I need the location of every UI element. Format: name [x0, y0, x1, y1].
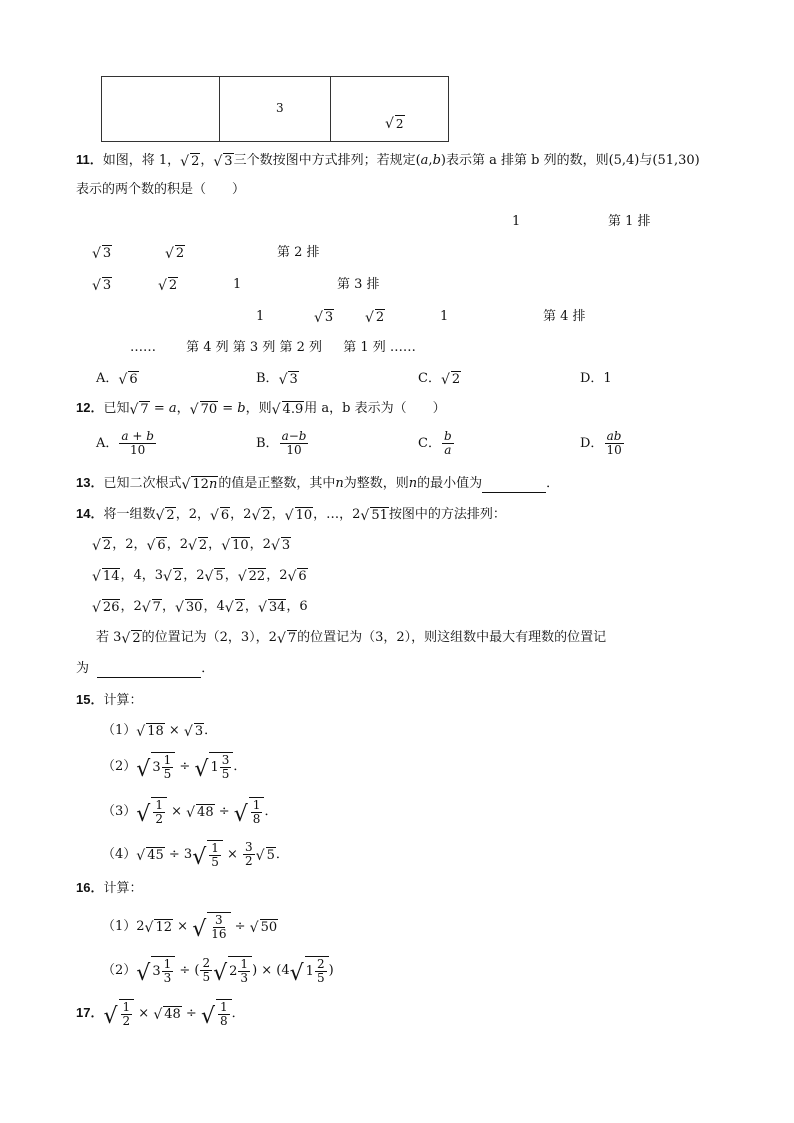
tri-cell: 1: [512, 214, 521, 229]
q11-option-d[interactable]: D．1: [580, 371, 612, 386]
table-cell: √ 2: [331, 77, 449, 142]
tri-cell: 1: [256, 309, 265, 324]
q12-option-c[interactable]: C． $\frac{b}{a}$: [418, 429, 452, 457]
q11-option-c[interactable]: C． √ 2: [418, 371, 461, 388]
q15-item-3: （3） √ $\frac{1}{2}$ × √ 48 ÷ √ $\frac{1}{8}$ ．: [102, 798, 278, 827]
row-label: 第 4 排: [543, 309, 586, 324]
q11-option-b[interactable]: B． √ 3: [256, 371, 298, 388]
q15-item-2: （2） √ 3 $\frac{1}{5}$ ÷ √ 1 $\frac{3}{5}$ ．: [102, 753, 247, 782]
table-cell: 3: [220, 77, 331, 142]
q11-stem: 11．如图，将 1， √ 2 ， √ 3 三个数按图中方式排列；若规定(a,b)表示第 a 排第 b 列的数，则(5,4)与(51,30): [76, 152, 700, 170]
q15-item-4: （4） √ 45 ÷ 3 √ $\frac{1}{5}$ × $\frac{3}{2}$ √ 5 ．: [102, 840, 289, 870]
q16-item-2: （2） √ 3 $\frac{1}{3}$ ÷ ( $\frac{2}{5}$ √ 2 $\frac{1}{3}$ ) × (4 √ 1 $\frac{2}{5}$ ): [102, 956, 334, 986]
column-labels: …… 第 4 列 第 3 列 第 2 列 第 1 列 ……: [130, 340, 416, 355]
q16-stem: 16．计算：: [76, 880, 143, 896]
answer-blank[interactable]: [482, 492, 546, 493]
q11-option-a[interactable]: A． √ 6: [96, 371, 138, 388]
tri-cell: √ 3: [92, 277, 112, 294]
tri-cell: 1: [233, 277, 242, 292]
row-label: 第 2 排: [277, 245, 320, 260]
q14-stem: 14．将一组数 √ 2 ，2， √ 6 ，2 √ 2 ， √ 10 ，…，2 √ 51 按图中的方法排列：: [76, 506, 506, 524]
tri-cell: √ 2: [158, 277, 178, 294]
q15-item-1: （1） √ 18 × √ 3 ．: [102, 723, 218, 740]
q14-stem-end: 为 ．: [76, 661, 215, 676]
q14-line: √ 2 ，2， √ 6 ，2 √ 2 ， √ 10 ，2 √ 3: [92, 537, 291, 554]
q12-stem: 12．已知 √ 7 = a， √ 70 = b，则 √ 4.9 用 a，b 表示为（ ）: [76, 400, 446, 418]
q12-option-a[interactable]: A． $\frac{a + b}{10}$: [96, 429, 154, 457]
tri-cell: √ 3: [314, 309, 334, 326]
q13-stem: 13．已知二次根式 √ 12n 的值是正整数，其中n为整数，则n的最小值为 ．: [76, 475, 560, 493]
tri-cell: √ 3: [92, 245, 112, 262]
q14-stem-cont: 若 3 √ 2 的位置记为（2，3），2 √ 7 的位置记为（3，2），则这组数中最大有理数的位置记: [96, 630, 607, 647]
q14-line: √ 14 ，4，3 √ 2 ，2 √ 5 ， √ 22 ，2 √ 6: [92, 568, 307, 585]
top-table: [101, 76, 449, 142]
row-label: 第 1 排: [608, 214, 651, 229]
answer-blank[interactable]: [97, 677, 201, 678]
q12-option-d[interactable]: D． $\frac{ab}{10}$: [580, 429, 622, 457]
q16-item-1: （1）2 √ 12 × √ $\frac{3}{16}$ ÷ √ 50: [102, 913, 278, 942]
q11-stem-cont: 表示的两个数的积是（ ）: [76, 182, 246, 197]
q14-line: √ 26 ，2 √ 7 ， √ 30 ，4 √ 2 ， √ 34 ，6: [92, 599, 308, 616]
q17-stem: 17． √ $\frac{1}{2}$ × √ 48 ÷ √ $\frac{1}{8}$ ．: [76, 1000, 245, 1029]
tri-cell: 1: [440, 309, 449, 324]
q15-stem: 15．计算：: [76, 692, 143, 708]
table-cell: [102, 77, 220, 142]
q12-option-b[interactable]: B． $\frac{a-b}{10}$: [256, 429, 307, 457]
row-label: 第 3 排: [337, 277, 380, 292]
tri-cell: √ 2: [365, 309, 385, 326]
tri-cell: √ 2: [165, 245, 185, 262]
